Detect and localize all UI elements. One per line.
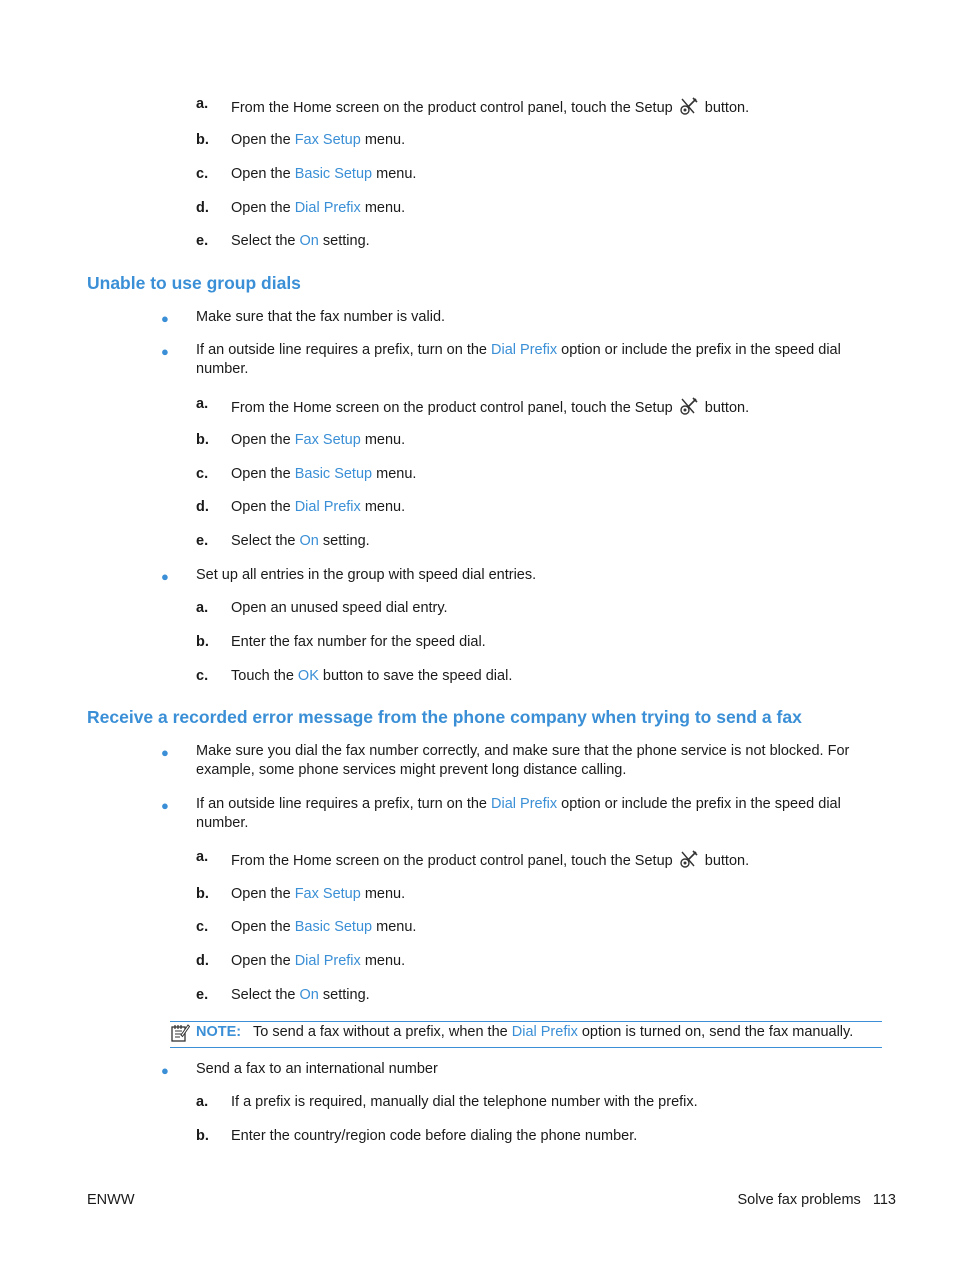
bullet-text: Send a fax to an international number (196, 1061, 438, 1077)
step-letter: b. (196, 886, 209, 902)
footer-left: ENWW (87, 1192, 135, 1208)
step-text: Select the On setting. (231, 987, 370, 1003)
step-text: Open the Fax Setup menu. (231, 132, 406, 148)
step-letter: b. (196, 1128, 209, 1144)
footer-section: Solve fax problems (737, 1192, 861, 1208)
bullet-text: If an outside line requires a prefix, turn on the Dial Prefix option or include the prefix in the speed dial (196, 342, 841, 358)
step-text: Enter the fax number for the speed dial. (231, 634, 486, 650)
bullet-text-cont: number. (196, 815, 249, 831)
note-label: NOTE: (196, 1024, 242, 1040)
step-letter: d. (196, 200, 209, 216)
step-letter: b. (196, 634, 209, 650)
bullet-text: Set up all entries in the group with speed dial entries. (196, 567, 537, 583)
step-letter: d. (196, 499, 209, 515)
step-text: Open the Fax Setup menu. (231, 886, 406, 902)
step-letter: d. (196, 953, 209, 969)
footer-right (737, 1192, 896, 1208)
step-text-pre: From the Home screen on the product control panel, touch the Setup (231, 100, 673, 116)
note-icon (170, 1023, 190, 1047)
fax-setup-menu-link: Fax Setup (294, 432, 361, 448)
bullet-icon: ● (161, 344, 169, 359)
step-text: Open the Dial Prefix menu. (231, 499, 406, 515)
bullet-text-cont: example, some phone services might prevent long distance calling. (196, 762, 627, 778)
section-heading: Receive a recorded error message from the phone company when trying to send a fax (87, 707, 802, 727)
basic-setup-menu-link: Basic Setup (294, 919, 373, 935)
bullet-icon: ● (161, 798, 169, 813)
setup-icon (679, 396, 699, 420)
step-text: Touch the OK button to save the speed dial. (231, 668, 513, 684)
basic-setup-menu-link: Basic Setup (294, 466, 373, 482)
bullet-text: If an outside line requires a prefix, turn on the Dial Prefix option or include the prefix in the speed dial (196, 796, 841, 812)
step-text: If a prefix is required, manually dial the telephone number with the prefix. (231, 1094, 698, 1110)
page-number: 113 (872, 1192, 896, 1208)
step-text: Open an unused speed dial entry. (231, 600, 448, 616)
step-text: From the Home screen on the product control panel, touch the Setup button. (231, 396, 749, 420)
step-letter: a. (196, 849, 209, 865)
bullet-text: Make sure you dial the fax number correctly, and make sure that the phone service is not blocked. For (196, 743, 850, 759)
step-letter: c. (196, 466, 209, 482)
on-setting-link: On (299, 987, 319, 1003)
step-text: Open the Basic Setup menu. (231, 166, 417, 182)
step-letter: a. (196, 1094, 209, 1110)
on-setting-link: On (299, 533, 319, 549)
bullet-icon: ● (161, 1063, 169, 1078)
dial-prefix-link: Dial Prefix (491, 342, 558, 358)
step-text: Select the On setting. (231, 233, 370, 249)
step-text (231, 96, 749, 120)
dial-prefix-link: Dial Prefix (511, 1024, 578, 1040)
step-letter: a. (196, 600, 209, 616)
setup-icon (679, 96, 699, 120)
step-text: Enter the country/region code before dialing the phone number. (231, 1128, 638, 1144)
step-letter: e. (196, 233, 209, 249)
step-letter: c. (196, 668, 209, 684)
step-letter: e. (196, 533, 209, 549)
bullet-icon: ● (161, 569, 169, 584)
step-text: Open the Dial Prefix menu. (231, 953, 406, 969)
bullet-icon: ● (161, 311, 169, 326)
step-letter: c. (196, 919, 209, 935)
note-text: To send a fax without a prefix, when the Dial Prefix option is turned on, send the fax manually. (253, 1024, 854, 1040)
step-text: Open the Basic Setup menu. (231, 466, 417, 482)
step-letter: a. (196, 396, 209, 412)
step-letter: c. (196, 166, 209, 182)
ok-button-link: OK (297, 668, 319, 684)
step-text: Open the Fax Setup menu. (231, 432, 406, 448)
fax-setup-menu-link: Fax Setup (294, 886, 361, 902)
step-text: From the Home screen on the product control panel, touch the Setup button. (231, 849, 749, 873)
setup-icon (679, 849, 699, 873)
step-letter: b. (196, 132, 209, 148)
note-top-rule (170, 1021, 882, 1022)
dial-prefix-link: Dial Prefix (491, 796, 558, 812)
on-setting-link: On (299, 233, 319, 249)
section-heading: Unable to use group dials (87, 273, 301, 293)
bullet-icon: ● (161, 745, 169, 760)
step-text: Open the Dial Prefix menu. (231, 200, 406, 216)
step-letter: a. (196, 96, 209, 112)
dial-prefix-menu-link: Dial Prefix (294, 953, 361, 969)
dial-prefix-menu-link: Dial Prefix (294, 499, 361, 515)
fax-setup-menu-link: Fax Setup (294, 132, 361, 148)
step-text-post: button. (704, 100, 750, 116)
note-bottom-rule (170, 1047, 882, 1048)
basic-setup-menu-link: Basic Setup (294, 166, 373, 182)
step-letter: b. (196, 432, 209, 448)
step-text: Open the Basic Setup menu. (231, 919, 417, 935)
step-text: Select the On setting. (231, 533, 370, 549)
bullet-text-cont: number. (196, 361, 249, 377)
step-letter: e. (196, 987, 209, 1003)
bullet-text: Make sure that the fax number is valid. (196, 309, 446, 325)
dial-prefix-menu-link: Dial Prefix (294, 200, 361, 216)
